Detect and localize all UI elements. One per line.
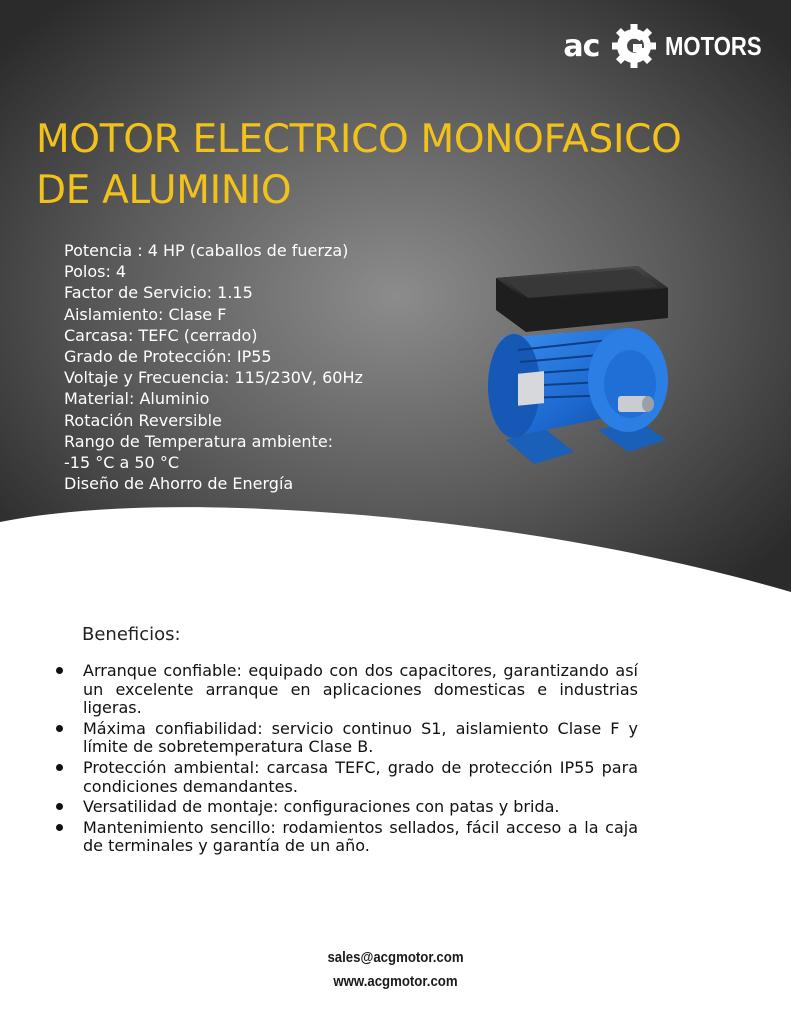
benefit-text: Protección ambiental: carcasa TEFC, grado de protección IP55 para condiciones demandantes. [83,757,638,796]
spec-item: Voltaje y Frecuencia: 115/230V, 60Hz [64,368,363,388]
brand-ac-text: ac [563,28,600,64]
bullet-icon [56,667,63,674]
benefits-heading: Beneficios: [82,624,181,645]
spec-item: Aislamiento: Clase F [64,304,227,324]
benefit-item [56,819,638,856]
page-title [36,114,776,216]
contact-email[interactable]: sales@acgmotor.com [327,949,464,966]
gear-g-icon [611,23,657,69]
spec-item: Factor de Servicio: 1.15 [64,283,253,303]
spec-item: Carcasa: TEFC (cerrado) [64,325,258,345]
title-line-2: DE ALUMINIO [36,168,292,213]
benefit-text: Arranque confiable: equipado con dos capacitores, garantizando así un excelente arranque en aplicaciones domesticas e industrias ligeras. [83,661,638,718]
contact-website[interactable]: www.acgmotor.com [333,973,458,990]
benefit-text: Máxima confiabilidad: servicio continuo S1, aislamiento Clase F y límite de sobretemperatura Clase B. [83,718,638,757]
spec-item: Material: Aluminio [64,389,210,409]
benefit-item [56,798,638,817]
spec-item: Diseño de Ahorro de Energía [64,474,294,494]
spec-item: Grado de Protección: IP55 [64,347,272,367]
bullet-icon [56,803,63,810]
brand-motors-text: MOTORS [665,30,762,61]
spec-item: Polos: 4 [64,262,127,282]
benefits-list [56,662,638,858]
benefit-text: Versatilidad de montaje: configuraciones con patas y brida. [83,797,560,817]
benefit-item [56,720,638,757]
spec-list [64,240,484,494]
bullet-icon [56,824,63,831]
motor-image [478,258,688,488]
bullet-icon [56,725,63,732]
benefit-item [56,759,638,796]
benefit-text: Mantenimiento sencillo: rodamientos sellados, fácil acceso a la caja de terminales y garantía de un año. [83,817,638,856]
brand-logo [563,22,779,70]
title-line-1: MOTOR ELECTRICO MONOFASICO [36,117,682,162]
benefit-item [56,662,638,718]
contact-block [0,946,791,994]
spec-item: Rango de Temperatura ambiente: [64,431,334,451]
spec-item: Rotación Reversible [64,410,222,430]
spec-item: Potencia : 4 HP (caballos de fuerza) [64,241,349,260]
bullet-icon [56,764,63,771]
spec-item: -15 °C a 50 °C [64,453,179,473]
